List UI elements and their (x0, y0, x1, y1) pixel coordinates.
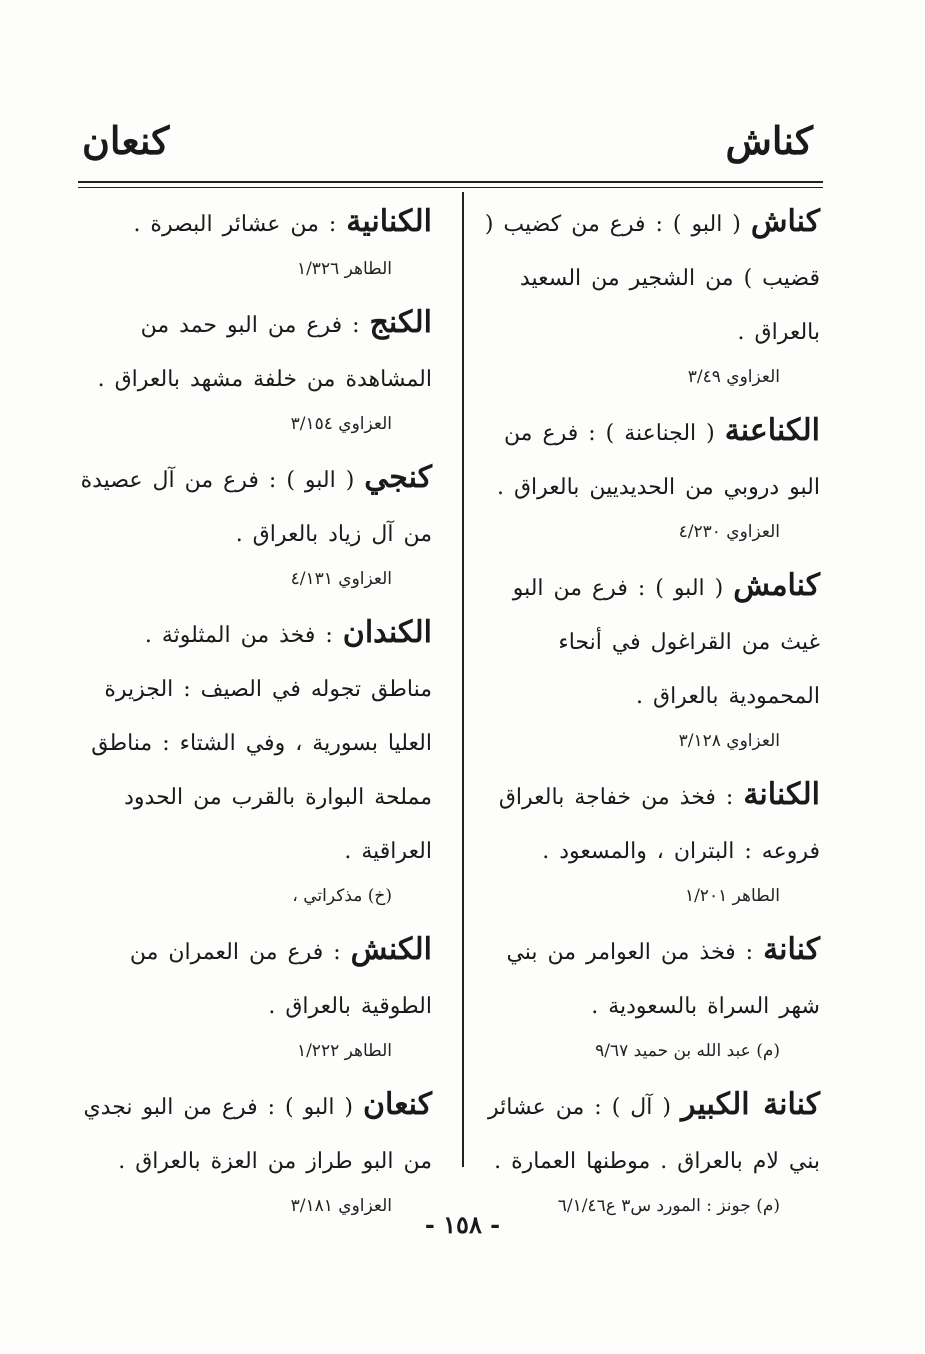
entry (465, 195, 820, 394)
entry-body: : فرع من العمران من الطوقية بالعراق . (129, 940, 432, 1019)
right-column (465, 195, 820, 1233)
page-number: - ١٥٨ - (424, 1210, 501, 1239)
entry-body: : فخذ من المثلوثة . مناطق تجوله في الصيف : الجزيرة العليا بسورية ، وفي الشتاء : مناطق مملحة البوارة بالقرب من الحدود العراقية . (91, 623, 432, 864)
entry-body: ( آل ) : من عشائر بني لام بالعراق . موطنها العمارة . (488, 1095, 820, 1174)
entry-body: ( الجناعنة ) : فرع من البو دروبي من الحديديين بالعراق . (496, 421, 820, 500)
entry-source: الطاهر ١/٣٢٦ (296, 259, 392, 279)
entry-body: : من عشائر البصرة . (133, 212, 347, 237)
entry-source: العزاوي ٤/١٣١ (290, 569, 392, 589)
entry (77, 195, 432, 286)
entry-source: (م) عبد الله بن حميد ٩/٦٧ (595, 1041, 780, 1061)
entry-body: ( البو ) : فرع من آل عصيدة من آل زياد بالعراق . (80, 468, 432, 547)
entry-title: كنانة الكبير (680, 1087, 820, 1122)
entry-source: الطاهر ١/٢٢٢ (296, 1041, 392, 1061)
entry (465, 404, 820, 549)
entry (465, 559, 820, 758)
entry-title: كنعان (363, 1087, 432, 1122)
entry-title: الكناعنة (724, 413, 820, 448)
entry-body: : فخذ من العوامر من بني شهر السراة بالسعودية . (506, 940, 820, 1019)
entry-body: : فخذ من خفاجة بالعراق فروعه : البتران ، والمسعود . (498, 785, 820, 864)
entry-title: الكنج (369, 305, 432, 340)
entry (77, 923, 432, 1068)
header-left-word: كنعان (82, 118, 170, 163)
entry (465, 923, 820, 1068)
entry-body: ( البو ) : فرع من كضيب ( قضيب ) من الشجير من السعيد بالعراق . (484, 212, 820, 345)
entry-source: (م) جونز : المورد س٣ ع٦/١/٤٦ (557, 1196, 780, 1216)
header-rule (78, 181, 823, 183)
entry (77, 1078, 432, 1223)
header-rule-thin (78, 187, 823, 188)
entry-title: كنجي (364, 460, 432, 495)
entry (77, 606, 432, 913)
column-divider (462, 192, 464, 1167)
entry-source: العزاوي ٤/٢٣٠ (678, 522, 780, 542)
entry (465, 1078, 820, 1223)
entry-title: كنامش (733, 568, 820, 603)
entry-title: الكنانة (743, 777, 820, 812)
entry-title: الكندان (342, 615, 432, 650)
entry-source: العزاوي ٣/١٥٤ (290, 414, 392, 434)
entry (77, 451, 432, 596)
entry-source: (خ) مذكراتي ، (292, 886, 392, 906)
entry-source: العزاوي ٣/١٨١ (290, 1196, 392, 1216)
entry-source: العزاوي ٣/٤٩ (687, 367, 780, 387)
left-column (77, 195, 432, 1233)
entry-title: الكنش (350, 932, 432, 967)
entry (77, 296, 432, 441)
entry-title: كناش (750, 204, 820, 239)
entry-body: ( البو ) : فرع من البو نجدي من البو طراز من العزة بالعراق . (83, 1095, 432, 1174)
header-right-word: كناش (725, 118, 813, 163)
entry-source: الطاهر ١/٢٠١ (684, 886, 780, 906)
entry (465, 768, 820, 913)
entry-source: العزاوي ٣/١٢٨ (678, 731, 780, 751)
entry-title: الكنانية (346, 204, 432, 239)
entry-title: كنانة (763, 932, 820, 967)
entry-body: ( البو ) : فرع من البو غيث من القراغول في أنحاء المحمودية بالعراق . (512, 576, 820, 709)
entry-body: : فرع من البو حمد من المشاهدة من خلفة مشهد بالعراق . (97, 313, 432, 392)
